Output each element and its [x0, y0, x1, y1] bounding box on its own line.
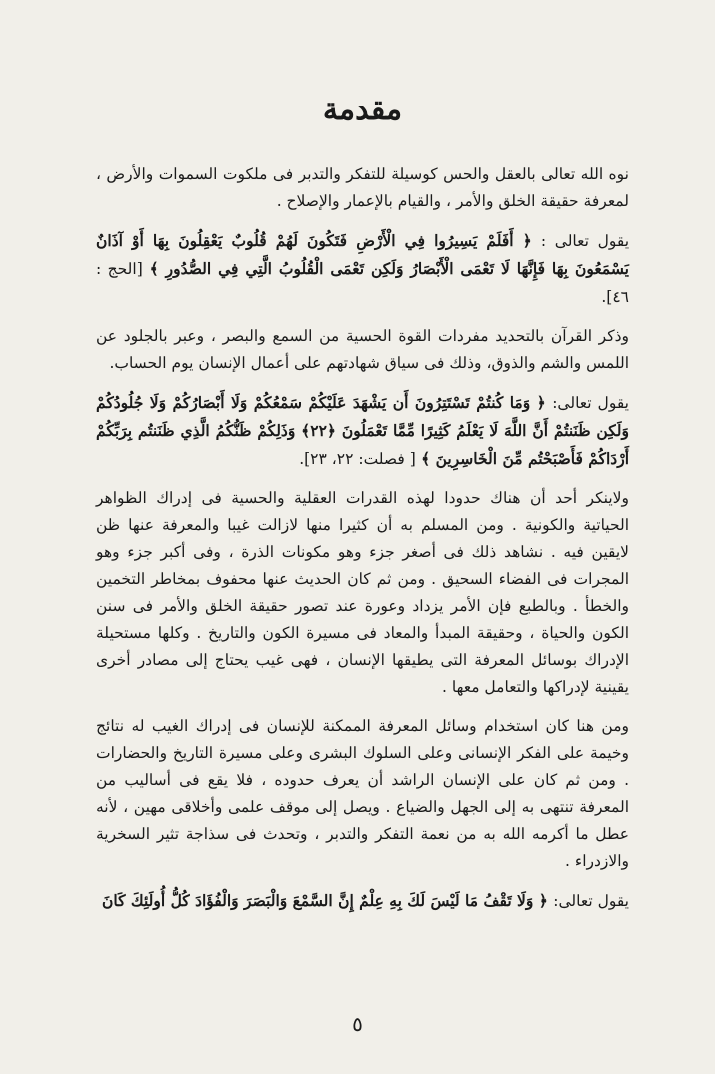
paragraph-intro: نوه الله تعالى بالعقل والحس كوسيلة للتفكر والتدبر فى ملكوت السموات والأرض ، لمعرفة حقيقة الخلق والأمر ، والقيام بالإعمار والإصلاح . — [96, 165, 629, 210]
paragraph-consequences: ومن هنا كان استخدام وسائل المعرفة الممكنة للإنسان فى إدراك الغيب له نتائج وخيمة على الفكر الإنسانى وعلى السلوك البشرى وعلى مسيرة التاريخ والحضارات . ومن ثم كان على الإنسان الراشد أن يعرف حدوده ، فلا يقع فى أساليب من المعرفة تنتهى به إلى الجهل والضياع . ويصل إلى موقف علمى وأخلاقى مهين ، لأنه عطل ما أكرمه الله به من نعمة التفكر والتدبر ، وتحدث فى سذاجة تثير السخرية والازدراء . — [96, 717, 629, 870]
quran-quote-fussilat — [96, 389, 629, 473]
quote-verse: ﴿ أَفَلَمْ يَسِيرُوا فِي الْأَرْضِ فَتَكُونَ لَهُمْ قُلُوبٌ يَعْقِلُونَ بِهَا أَوْ آذَانٌ يَسْمَعُونَ بِهَا فَإِنَّهَا لَا تَعْمَى الْأَبْصَارُ وَلَكِن تَعْمَى الْقُلُوبُ الَّتِي فِي الصُّدُورِ ﴾ — [96, 231, 629, 278]
page-number: ٥ — [352, 1012, 363, 1036]
quote-reference: [ فصلت: ٢٢، ٢٣]. — [299, 450, 416, 468]
quote-lead: يقول تعالى : — [540, 232, 630, 250]
paragraph-senses: وذكر القرآن بالتحديد مفردات القوة الحسية من السمع والبصر ، وعبر بالجلود عن اللمس والشم والذوق، وذلك فى سياق شهادتهم على أعمال الإنسان يوم الحساب. — [96, 327, 629, 372]
page-title: مقدمة — [322, 92, 403, 127]
quote-reference: [الحج : ٤٦]. — [96, 260, 629, 306]
quran-quote-hajj — [96, 227, 629, 311]
quote-lead: يقول تعالى: — [553, 892, 629, 910]
paragraph-limits: ولاينكر أحد أن هناك حدودا لهذه القدرات العقلية والحسية فى إدراك الظواهر الحياتية والكونية . ومن المسلم به أن كثيرا منها لازالت غيبا والمعرفة عنها ظن لايقين فيه . نشاهد ذلك فى أصغر جزء وهو مكونات الذرة ، وفى أكبر جزء وهو المجرات فى الفضاء السحيق . ومن ثم كان الحديث عنها محفوف بمخاطر التخمين والخطأ . وبالطبع فإن الأمر يزداد وعورة عند تصور حقيقة الخلق والأمر فى سنن الكون والحياة ، وحقيقة المبدأ والمعاد فى مسيرة الكون والتاريخ . وكلها مستحيلة الإدراك بوسائل المعرفة التى يطيقها الإنسان ، فهى غيب يحتاج إلى مصادر أخرى يقينية لإدراكها والتعامل معها . — [96, 489, 629, 696]
quote-verse: ﴿ وَمَا كُنتُمْ تَسْتَتِرُونَ أَن يَشْهَدَ عَلَيْكُمْ سَمْعُكُمْ وَلَا أَبْصَارُكُمْ وَلَا جُلُودُكُمْ وَلَكِن ظَنَنتُمْ أَنَّ اللَّهَ لَا يَعْلَمُ كَثِيرًا مِّمَّا تَعْمَلُونَ ﴿٢٢﴾ وَذَلِكُمْ ظَنُّكُمُ الَّذِي ظَنَنتُم بِرَبِّكُمْ أَرْدَاكُمْ فَأَصْبَحْتُم مِّنَ الْخَاسِرِينَ ﴾ — [96, 393, 629, 468]
quran-quote-isra — [96, 887, 629, 915]
quote-lead: يقول تعالى: — [552, 394, 629, 412]
quote-verse: ﴿ وَلَا تَقْفُ مَا لَيْسَ لَكَ بِهِ عِلْمٌ إِنَّ السَّمْعَ وَالْبَصَرَ وَالْفُؤَادَ كُلُّ أُولَئِكَ كَانَ — [102, 891, 548, 910]
